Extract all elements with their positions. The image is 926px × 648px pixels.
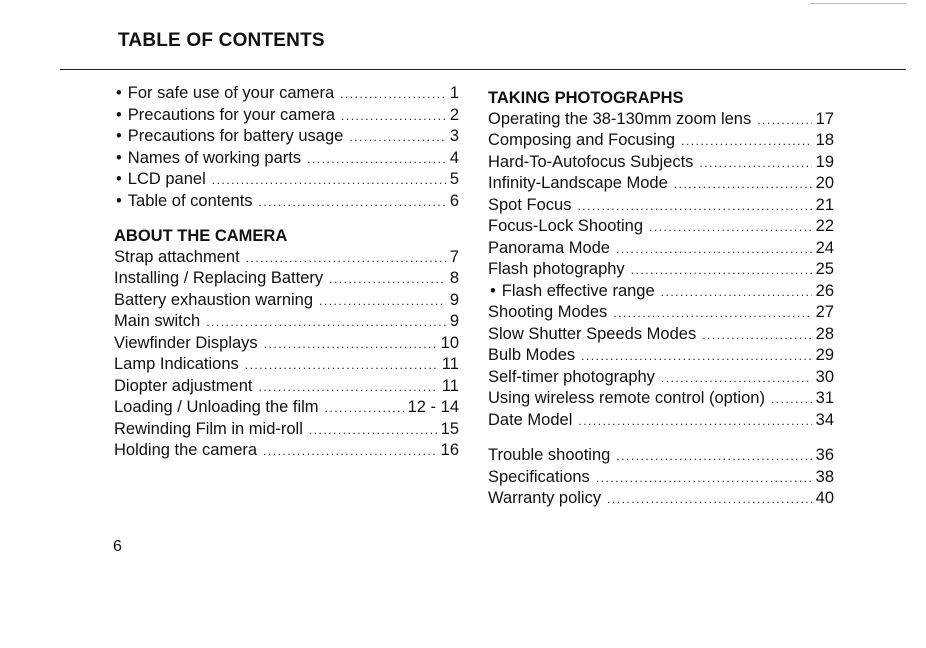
toc-entry[interactable]	[114, 355, 459, 377]
toc-entry-page: 40	[815, 489, 834, 507]
corner-mark	[810, 3, 906, 4]
dot-leader	[607, 492, 812, 506]
toc-entry[interactable]	[114, 84, 459, 106]
toc-entry-label: Operating the 38-130mm zoom lens	[488, 109, 752, 128]
toc-entry-label: Rewinding Film in mid-roll	[114, 419, 303, 438]
section-title: ABOUT THE CAMERA	[114, 227, 288, 245]
dot-leader	[259, 195, 446, 209]
toc-entry[interactable]	[114, 312, 459, 334]
toc-entry-label: Loading / Unloading the film	[114, 398, 319, 416]
toc-entry-page: 22	[815, 217, 834, 235]
dot-leader	[340, 87, 446, 101]
toc-entry-label: Trouble shooting	[488, 446, 611, 464]
toc-entry-label: Slow Shutter Speeds Modes	[488, 324, 697, 343]
toc-entry[interactable]	[488, 153, 834, 175]
toc-entry[interactable]	[114, 441, 459, 463]
toc-entry[interactable]	[114, 398, 459, 420]
toc-entry-page: 27	[815, 303, 834, 321]
toc-entry-page: 34	[815, 410, 834, 429]
toc-entry-page: 8	[449, 269, 459, 287]
toc-entry[interactable]	[488, 239, 834, 261]
toc-entry-label: Self-timer photography	[488, 367, 655, 386]
toc-entry-page: 24	[815, 238, 834, 257]
toc-entry-label: Date Model	[488, 410, 573, 429]
toc-entry-page: 4	[449, 148, 459, 167]
toc-entry-label: Focus-Lock Shooting	[488, 217, 644, 235]
toc-entry-page: 11	[441, 355, 459, 373]
dot-leader	[349, 130, 445, 144]
toc-entry-label: Holding the camera	[114, 441, 258, 459]
toc-entry-page: 5	[449, 170, 459, 188]
toc-entry[interactable]	[114, 106, 459, 128]
toc-entry-label: Hard-To-Autofocus Subjects	[488, 152, 694, 171]
toc-entry[interactable]	[488, 389, 834, 411]
toc-entry[interactable]	[488, 325, 834, 347]
section-title: TAKING PHOTOGRAPHS	[488, 89, 684, 107]
dot-leader	[319, 294, 446, 308]
dot-leader	[757, 113, 811, 127]
toc-entry-label: Strap attachment	[114, 247, 240, 266]
toc-entry[interactable]	[488, 468, 834, 490]
right-column	[488, 84, 834, 511]
toc-entry-label: • Precautions for your camera	[114, 106, 335, 125]
toc-entry-page: 26	[815, 281, 834, 300]
toc-entry[interactable]	[114, 149, 459, 171]
toc-entry[interactable]	[488, 217, 834, 239]
dot-leader	[581, 349, 812, 363]
toc-entry-page: 6	[449, 191, 459, 210]
dot-leader	[263, 444, 437, 458]
toc-entry-label: • Precautions for battery usage	[114, 127, 343, 146]
toc-entry[interactable]	[114, 127, 459, 149]
toc-entry[interactable]	[488, 110, 834, 132]
toc-entry-label: Spot Focus	[488, 195, 572, 214]
dot-leader	[702, 328, 811, 342]
toc-entry-label: Installing / Replacing Battery	[114, 269, 324, 287]
toc-entry-page: 12 - 14	[407, 398, 459, 416]
toc-entry[interactable]	[114, 192, 459, 214]
toc-entry[interactable]	[488, 282, 834, 304]
toc-entry-label: Viewfinder Displays	[114, 333, 258, 352]
toc-entry[interactable]	[114, 170, 459, 192]
toc-entry[interactable]	[114, 334, 459, 356]
toc-entry[interactable]	[114, 377, 459, 399]
dot-leader	[681, 134, 812, 148]
toc-entry-page: 30	[815, 367, 834, 386]
toc-entry[interactable]	[488, 131, 834, 153]
toc-entry-label: Infinity-Landscape Mode	[488, 174, 668, 192]
toc-entry[interactable]	[488, 196, 834, 218]
toc-entry-label: • Flash effective range	[488, 282, 655, 301]
dot-leader	[245, 358, 438, 372]
toc-entry[interactable]	[488, 346, 834, 368]
toc-entry-page: 21	[815, 195, 834, 214]
page-number: 6	[113, 538, 122, 555]
toc-entry-label: Warranty policy	[488, 489, 602, 507]
dot-leader	[661, 371, 812, 385]
dot-leader	[246, 251, 446, 265]
dot-leader	[212, 173, 446, 187]
toc-entry-page: 17	[815, 109, 834, 128]
toc-entry-page: 7	[449, 247, 459, 266]
toc-entry-label: • For safe use of your camera	[114, 84, 334, 103]
dot-leader	[771, 392, 812, 406]
toc-entry-page: 9	[449, 312, 459, 330]
toc-entry-label: Battery exhaustion warning	[114, 290, 314, 309]
toc-entry-page: 20	[815, 174, 834, 192]
toc-entry-page: 38	[815, 467, 834, 486]
toc-entry-page: 25	[815, 260, 834, 278]
toc-entry[interactable]	[488, 489, 834, 511]
left-column	[114, 84, 459, 463]
toc-entry[interactable]	[488, 446, 834, 468]
toc-entry-page: 2	[449, 105, 459, 124]
toc-entry-page: 10	[440, 333, 459, 352]
dot-leader	[307, 152, 446, 166]
toc-entry-page: 15	[440, 419, 459, 438]
toc-entry-label: Main switch	[114, 312, 201, 330]
toc-entry-page: 19	[815, 152, 834, 171]
toc-entry-label: Shooting Modes	[488, 303, 608, 321]
dot-leader	[309, 423, 437, 437]
dot-leader	[674, 177, 812, 191]
toc-entry-label: Bulb Modes	[488, 346, 576, 364]
dot-leader	[259, 380, 438, 394]
dot-leader	[631, 263, 812, 277]
toc-entry-page: 11	[441, 376, 459, 395]
dot-leader	[329, 272, 446, 286]
toc-entry-page: 3	[449, 127, 459, 145]
spacer	[114, 213, 459, 226]
toc-entry-page: 9	[449, 290, 459, 309]
dot-leader	[325, 401, 404, 415]
dot-leader	[596, 471, 812, 485]
toc-entry[interactable]	[488, 174, 834, 196]
toc-entry-page: 36	[815, 446, 834, 464]
toc-entry[interactable]	[488, 411, 834, 433]
dot-leader	[616, 449, 811, 463]
dot-leader	[264, 337, 437, 351]
page-title: TABLE OF CONTENTS	[118, 30, 325, 51]
dot-leader	[613, 306, 811, 320]
toc-entry-page: 29	[815, 346, 834, 364]
dot-leader	[616, 242, 812, 256]
spacer	[488, 432, 834, 446]
dot-leader	[341, 109, 446, 123]
dot-leader	[206, 315, 446, 329]
toc-entry-label: • Table of contents	[114, 192, 253, 211]
toc-entry-label: • Names of working parts	[114, 149, 301, 168]
toc-entry-label: • LCD panel	[114, 170, 206, 189]
toc-entry-label: Diopter adjustment	[114, 376, 253, 395]
toc-entry-page: 1	[449, 84, 459, 102]
toc-entry[interactable]	[488, 368, 834, 390]
title-rule	[60, 69, 906, 70]
toc-entry-page: 31	[815, 389, 834, 407]
dot-leader	[699, 156, 811, 170]
dot-leader	[577, 199, 811, 213]
toc-entry-label: Using wireless remote control (option)	[488, 389, 765, 407]
toc-entry-label: Lamp Indications	[114, 355, 239, 373]
dot-leader	[578, 414, 811, 428]
dot-leader	[649, 220, 812, 234]
toc-entry[interactable]	[114, 269, 459, 291]
dot-leader	[661, 285, 812, 299]
toc-entry-page: 16	[440, 441, 459, 459]
toc-entry-page: 18	[815, 131, 834, 149]
toc-entry-page: 28	[815, 324, 834, 343]
toc-entry[interactable]	[488, 260, 834, 282]
toc-entry[interactable]	[488, 303, 834, 325]
toc-entry-label: Composing and Focusing	[488, 131, 676, 149]
toc-entry-label: Flash photography	[488, 260, 625, 278]
toc-entry-label: Specifications	[488, 467, 590, 486]
toc-entry[interactable]	[114, 248, 459, 270]
toc-entry[interactable]	[114, 420, 459, 442]
toc-entry[interactable]	[114, 291, 459, 313]
toc-entry-label: Panorama Mode	[488, 238, 610, 257]
